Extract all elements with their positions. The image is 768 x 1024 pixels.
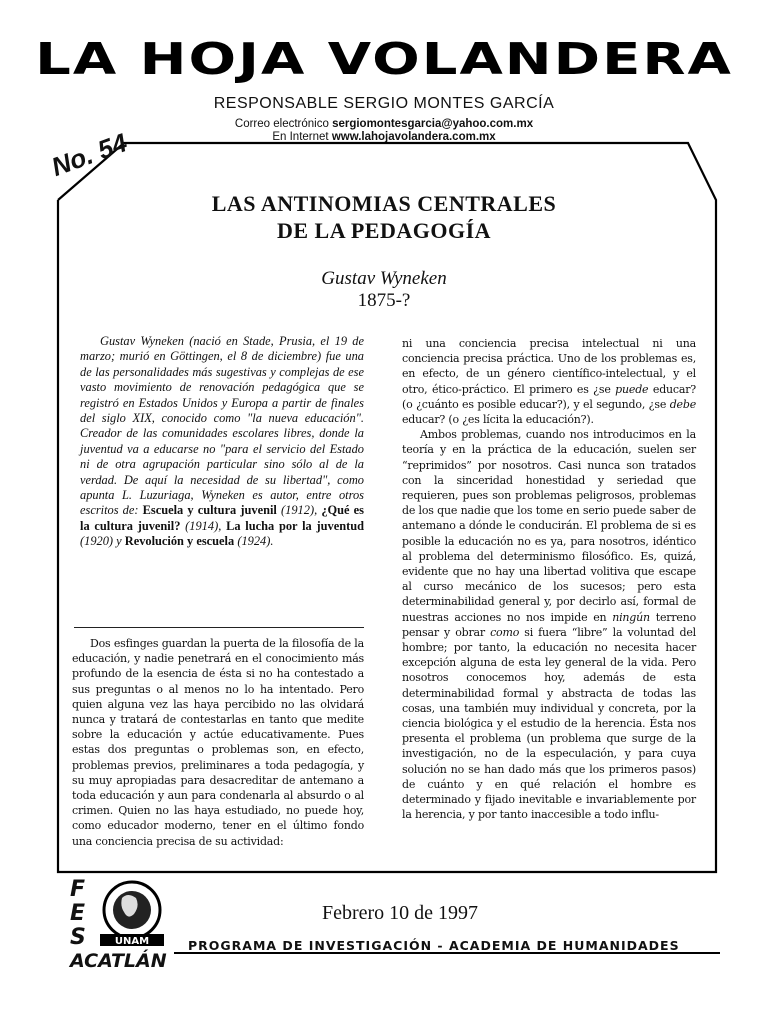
masthead-title: LA HOJA VOLANDERA xyxy=(35,34,733,85)
email-address[interactable]: sergiomontesgarcia@yahoo.com.mx xyxy=(332,118,534,130)
text-run: educar? (o ¿es lícita la educación?). xyxy=(402,413,594,427)
intro-separator xyxy=(74,627,364,628)
fes-letter: E xyxy=(70,901,86,926)
intro-bio xyxy=(80,334,364,550)
work-year: (1914), xyxy=(185,518,222,533)
unam-seal-icon xyxy=(92,878,172,948)
text-run: Ambos problemas, cuando nos introducimos en la teoría y en la práctica de la educación, suelen ser “reprimidos” por nosotros. Casi nunca son tratados con la sinceridad honestidad y seriedad que requieren, pues son problemas peligrosos, problemas de los que nadie que los tome en serio puede saber de antemano a dónde le conducirán. El problema de si es posible la educación no es ya, para nosotros, idéntico al problema del determinismo filosófico. Es, quizá, evidente que no hay una libertad volitiva que escape al curso mecánico de los sucesos; pero esta determinabilidad general y, por decirlo así, formal de nuestras acciones no nos impide en xyxy=(402,428,696,624)
emphasis: ningún xyxy=(612,610,650,624)
web-label: En Internet xyxy=(272,131,329,143)
col2-paragraph-2 xyxy=(402,427,696,822)
col2-paragraph-1 xyxy=(402,336,696,427)
text-run: educar? (o ¿cuánto es posible educar?), y el segundo, ¿se xyxy=(402,382,697,411)
acatlan-logo-text: ACATLÁN xyxy=(70,950,167,972)
issue-number: No. 54 xyxy=(47,127,131,183)
fes-letter: S xyxy=(70,925,86,950)
work-year: (1920) y xyxy=(80,534,122,549)
work-year: (1912), xyxy=(281,503,318,518)
unam-label: UNAM xyxy=(114,936,150,947)
title-line-1: LAS ANTINOMIAS CENTRALES xyxy=(211,191,557,216)
emphasis: debe xyxy=(669,397,697,411)
intro-text: Gustav Wyneken (nació en Stade, Prusia, el 19 de marzo; murió en Göttingen, el 8 de diciembre) fue una de las personalidades más sugestivas y complejas de ese vasto movimiento de renovación pedagógica que se registró en Estados Unidos y Europa a partir de finales del siglo XIX, conocido como "la nueva educación". Creador de las comunidades escolares libres, donde la juventud va a educarse no "para el servicio del Estado ni de otra agrupación particular sino sólo al de la verdad. De aquí la necesidad de su libertad", como apunta L. Luzuriaga, Wyneken es autor, entre otros escritos de: xyxy=(80,334,364,518)
author-years: 1875-? xyxy=(357,290,411,311)
text-run: si fuera “libre” la voluntad del hombre; por tanto, la educación no necesita hacer excepción alguna de esta ley general de la vida. Pero nosotros conocemos hoy, además de esta determinabilidad formal y abstracta de todas las cosas, una también muy individual y concreta, por la ciencia biológica y el estudio de la herencia. Ésta nos presenta el problema (un problema que surge de la investigación, no de la especulación, y para cuya solución no se han dado más que los primeros pasos) de cuánto y en qué relación el hombre es determinado y fijado inevitable e invariablemente por la herencia, y por tanto inaccesible a todo influ- xyxy=(402,625,696,822)
web-address[interactable]: www.lahojavolandera.com.mx xyxy=(331,131,496,143)
emphasis: puede xyxy=(615,382,649,396)
work-title: Revolución y escuela xyxy=(124,534,235,549)
text-run: ni una conciencia precisa intelectual ni una conciencia precisa práctica. Uno de los problemas es, en efecto, de un género científico-intelectual, y el otro, ético-práctico. El primero es ¿se xyxy=(402,337,696,396)
responsable-line: RESPONSABLE SERGIO MONTES GARCÍA xyxy=(213,95,555,112)
body-column-2 xyxy=(402,336,696,823)
article-title xyxy=(150,190,618,244)
email-label: Correo electrónico xyxy=(234,118,329,130)
fes-letter: F xyxy=(70,877,86,902)
fes-logo-letters xyxy=(70,878,86,950)
text-run: terreno pensar y obrar xyxy=(402,610,696,639)
work-year: (1924). xyxy=(237,534,274,549)
emphasis: como xyxy=(490,625,520,639)
title-line-2: DE LA PEDAGOGÍA xyxy=(276,218,492,243)
work-title: Escuela y cultura juvenil xyxy=(142,503,277,518)
body-column-1: Dos esfinges guardan la puerta de la filosofía de la educación, y nadie penetrará en el conocimiento más profundo de la esencia de ésta si no ha contestado a sus preguntas o al menos no lo ha intentado. Pero quien alguna vez las haya percibido no las olvidará nunca y tratará de contestarlas en tanto que medite sobre la educación y actúe educativamente. Pues estas dos preguntas o problemas son, en efecto, problemas previos, preliminares a toda pedagogía, y su muy apropiadas para desacreditar de antemano a toda educación y aun para condenarla al absurdo o al crimen. Quien no las haya estudiado, no puede hoy, como educador moderno, tener en el último fondo una conciencia precisa de su actividad: xyxy=(72,637,364,848)
author-name: Gustav Wyneken xyxy=(321,268,447,289)
footer-rule xyxy=(174,952,720,954)
work-title: La lucha por la juventud xyxy=(226,518,364,533)
work-title: ¿Qué es la cultura juvenil? xyxy=(80,503,364,533)
issue-date: Febrero 10 de 1997 xyxy=(321,902,479,924)
programa-line: PROGRAMA DE INVESTIGACIÓN - ACADEMIA DE HUMANIDADES xyxy=(188,938,680,953)
